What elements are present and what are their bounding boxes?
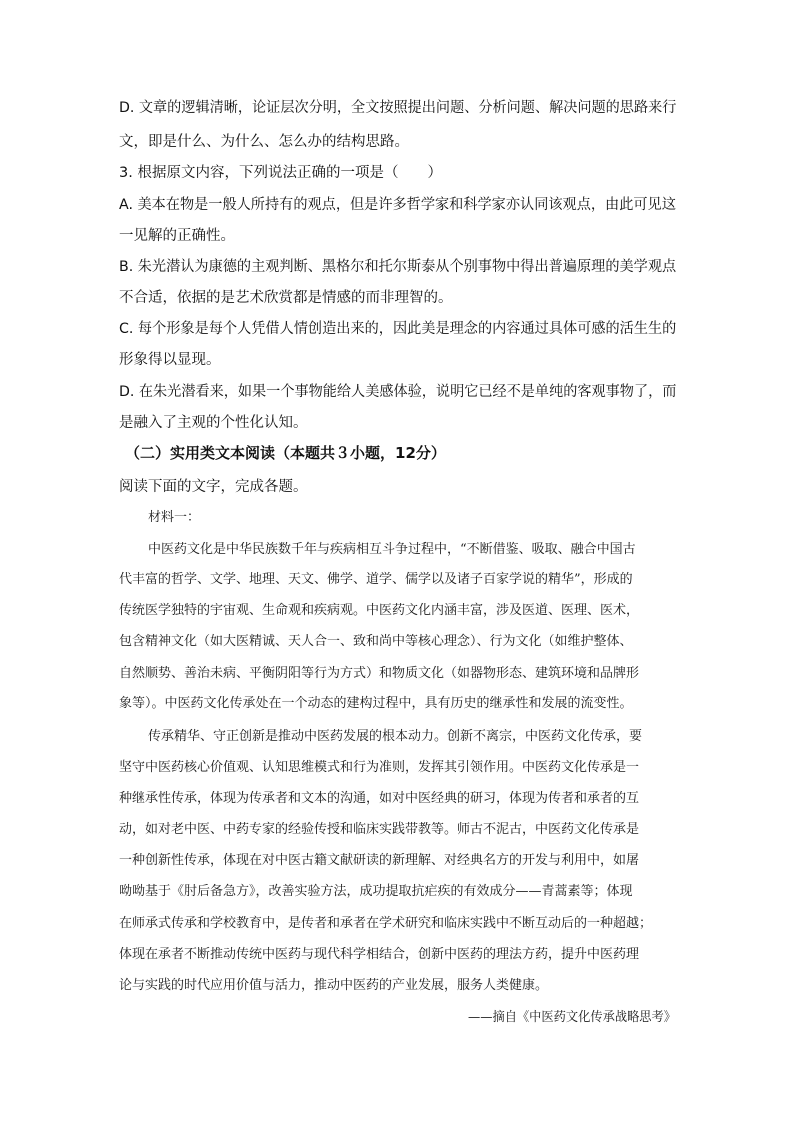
option-b-line-1: B. 朱光潜认为康德的主观判断、黑格尔和托尔斯泰从个别事物中得出普遍原理的美学观点 [119,259,677,275]
material-line: 坚守中医药核心价值观、认知思维模式和行为准则，发挥其引领作用。中医药文化传承是一 [119,760,640,775]
section-heading: （二）实用类文本阅读（本题共３小题，12分） [125,444,446,462]
material-line: 呦呦基于《肘后备急方》，改善实验方法，成功提取抗疟疾的有效成分——青蒿素等；体现 [119,884,633,899]
option-d-line-1: D. 文章的逻辑清晰，论证层次分明，全文按照提出问题、分析问题、解决问题的思路来行 [119,100,677,116]
option-a-line-1: A. 美本在物是一般人所持有的观点，但是许多哲学家和科学家亦认同该观点，由此可见这 [119,197,676,213]
material-line: 象等）。中医药文化传承处在一个动态的建构过程中，具有历史的继承性和发展的流变性。 [119,696,633,711]
material-line: 论与实践的时代应用价值与活力，推动中医药的产业发展，服务人类健康。 [119,978,549,993]
material-line: 包含精神文化（如大医精诚、天人合一、致和尚中等核心理念）、行为文化（如维护整体、 [119,634,633,649]
material-line: 中医药文化是中华民族数千年与疾病相互斗争过程中，“不断借鉴、吸取、融合中国古 [148,542,636,557]
material-line: 自然顺势、善治未病、平衡阴阳等行为方式）和物质文化（如器物形态、建筑环境和品牌形 [119,666,640,681]
material-line: 动，如对老中医、中药专家的经验传授和临床实践带教等。师古不泥古，中医药文化传承是 [119,822,640,837]
question-3: 3. 根据原文内容，下列说法正确的一项是（ ） [119,165,442,181]
option-a-line-2: 一见解的正确性。 [119,228,235,244]
material-line: 代丰富的哲学、文学、地理、天文、佛学、道学、儒学以及诸子百家学说的精华”，形成的 [119,572,633,587]
instruction: 阅读下面的文字，完成各题。 [119,479,308,495]
material-line: 传统医学独特的宇宙观、生命观和疾病观。中医药文化内涵丰富，涉及医道、医理、医术， [119,603,640,618]
material-line: 一种创新性传承，体现在对中医古籍文献研读的新理解、对经典名方的开发与利用中，如屠 [119,853,640,868]
material-line: 体现在承者不断推动传统中医药与现代科学相结合，创新中医药的理法方药，提升中医药理 [119,947,640,962]
material-label: 材料一： [148,510,201,525]
source-citation: ——摘自《中医药文化传承战略思考》 [468,1010,677,1025]
material-line: 在师承式传承和学校教育中，是传者和承者在学术研究和临床实践中不断互动后的一种超越； [119,916,653,931]
option-c-line-2: 形象得以显现。 [119,352,221,368]
option-d-line-2: 文，即是什么、为什么、怎么办的结构思路。 [119,134,409,150]
option-d2-line-1: D. 在朱光潜看来，如果一个事物能给人美感体验，说明它已经不是单纯的客观事物了，而 [119,384,677,400]
option-d2-line-2: 是融入了主观的个性化认知。 [119,415,308,431]
material-line: 传承精华、守正创新是推动中医药发展的根本动力。创新不离宗，中医药文化传承，要 [148,729,643,744]
material-line: 种继承性传承，体现为传承者和文本的沟通，如对中医经典的研习，体现为传者和承者的互 [119,791,640,806]
option-b-line-2: 不合适，依据的是艺术欣赏都是情感的而非理智的。 [119,290,453,306]
option-c-line-1: C. 每个形象是每个人凭借人情创造出来的，因此美是理念的内容通过具体可感的活生生的 [119,321,677,337]
